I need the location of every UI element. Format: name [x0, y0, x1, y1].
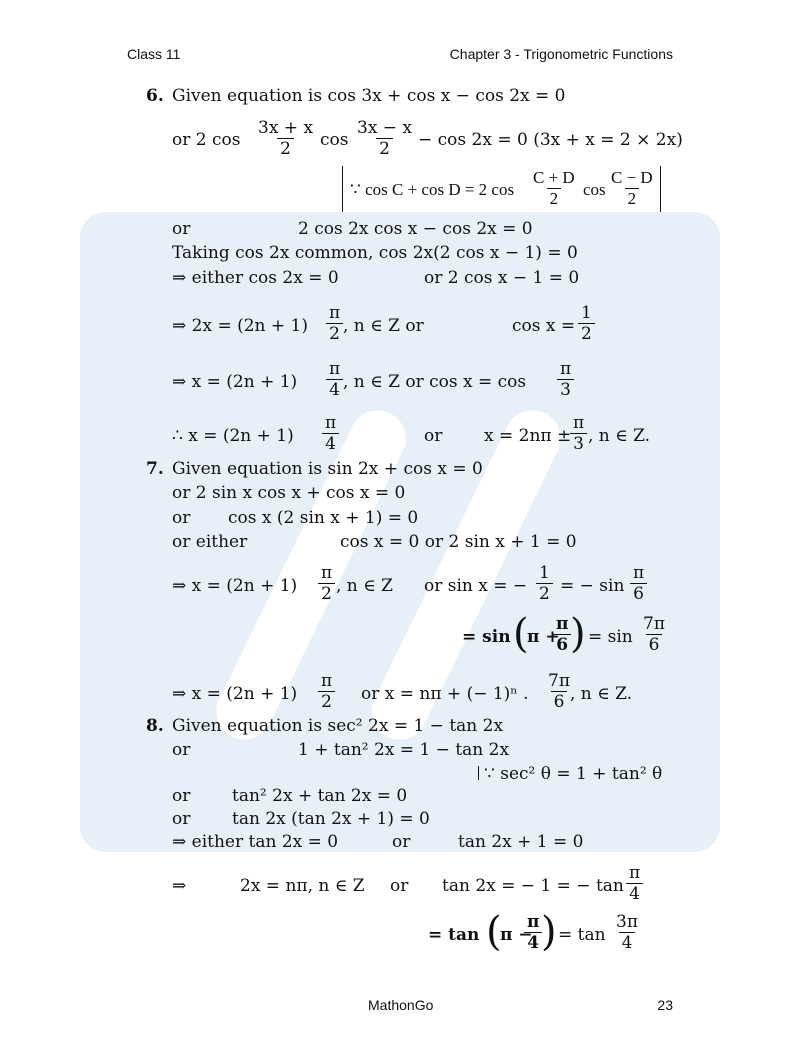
q8-line6-a: ⇒ either tan 2x = 0: [172, 832, 339, 852]
q7-line2: or 2 sin x cos x + cos x = 0: [172, 483, 406, 503]
q6-line4: 2 cos 2x cos x − cos 2x = 0: [298, 219, 533, 239]
q8-paren-close: ): [541, 909, 557, 955]
q6-line7-a: ⇒ 2x = (2n + 1): [172, 316, 308, 336]
page-number: 23: [657, 997, 673, 1013]
q6-line2-b: cos: [320, 130, 349, 150]
q7-frac1: π 2: [318, 563, 335, 604]
header-chapter: Chapter 3 - Trigonometric Functions: [449, 46, 673, 62]
q8-frac3: 3π 4: [616, 912, 638, 953]
q7-paren-open: (: [513, 611, 529, 657]
q7-frac5: 7π 6: [643, 614, 665, 655]
q7-line6-b: π +: [527, 627, 560, 647]
q8-line2: 1 + tan² 2x = 1 − tan 2x: [298, 740, 510, 760]
q8-line7-a: ⇒: [172, 876, 187, 896]
q7-paren-close: ): [570, 611, 586, 657]
q6-identity-b: cos: [583, 180, 606, 199]
q8-frac1: π 4: [626, 863, 643, 904]
q8-line4-or: or: [172, 786, 191, 806]
q8-line8-a: = tan: [428, 925, 480, 945]
q8-line8-b: π −: [500, 925, 533, 945]
q7-frac6: π 2: [318, 671, 335, 712]
q8-line7-b: 2x = nπ, n ∈ Z: [240, 876, 365, 896]
q8-frac2: π 4: [524, 912, 542, 953]
q7-line3: cos x (2 sin x + 1) = 0: [228, 508, 419, 528]
q7-line5-d: = − sin: [560, 576, 625, 596]
q6-line9-d: , n ∈ Z.: [588, 426, 651, 446]
q6-line9-a: ∴ x = (2n + 1): [172, 426, 294, 446]
q6-line1: Given equation is cos 3x + cos x − cos 2x = 0: [172, 86, 566, 106]
q8-bar: [478, 766, 479, 780]
q7-line5-b: , n ∈ Z: [336, 576, 393, 596]
q7-line7-a: ⇒ x = (2n + 1): [172, 684, 298, 704]
q6-frac7: π 4: [326, 359, 343, 400]
q6-frac8: π 3: [557, 359, 574, 400]
q6-line2-c: − cos 2x = 0 (3x + x = 2 × 2x): [418, 130, 683, 150]
q6-line2-a: or 2 cos: [172, 130, 241, 150]
q7-number: 7.: [146, 459, 164, 479]
q6-line8-a: ⇒ x = (2n + 1): [172, 372, 298, 392]
q7-line4-a: or either: [172, 532, 248, 552]
q6-frac9: π 4: [322, 413, 339, 454]
q6-line9-c: x = 2nπ ±: [484, 426, 572, 446]
q8-line8-c: = tan: [558, 925, 606, 945]
bracket-left: [342, 166, 343, 212]
q6-number: 6.: [146, 86, 164, 106]
q8-line6-b: or: [392, 832, 411, 852]
q6-frac1: 3x + x 2: [258, 118, 314, 159]
q6-line6-b: or 2 cos x − 1 = 0: [424, 268, 580, 288]
q7-line3-or: or: [172, 508, 191, 528]
q6-frac10: π 3: [570, 413, 587, 454]
q6-frac3: C + D 2: [533, 168, 575, 208]
q8-line1: Given equation is sec² 2x = 1 − tan 2x: [172, 716, 504, 736]
q8-line5-or: or: [172, 809, 191, 829]
q8-line2-or: or: [172, 740, 191, 760]
q7-line6-c: = sin: [588, 627, 633, 647]
q8-line4: tan² 2x + tan 2x = 0: [232, 786, 408, 806]
q7-frac4: π 6: [553, 614, 571, 655]
q6-line4-or: or: [172, 219, 191, 239]
q6-frac5: π 2: [326, 303, 343, 344]
q8-number: 8.: [146, 716, 164, 736]
q7-line1: Given equation is sin 2x + cos x = 0: [172, 459, 483, 479]
header-class: Class 11: [127, 46, 181, 62]
q6-frac4: C − D 2: [611, 168, 653, 208]
q8-line7-d: tan 2x = − 1 = − tan: [442, 876, 624, 896]
q8-line7-c: or: [390, 876, 409, 896]
q6-line9-b: or: [424, 426, 443, 446]
q7-line6-a: = sin: [462, 627, 511, 647]
q6-identity-a: ∵ cos C + cos D = 2 cos: [350, 180, 515, 199]
q8-identity: ∵ sec² θ = 1 + tan² θ: [484, 764, 663, 784]
q7-line4-b: cos x = 0 or 2 sin x + 1 = 0: [340, 532, 577, 552]
q6-frac2: 3x − x 2: [357, 118, 413, 159]
q6-frac6: 1 2: [578, 303, 595, 344]
q6-line7-c: cos x =: [512, 316, 576, 336]
q8-line5: tan 2x (tan 2x + 1) = 0: [232, 809, 430, 829]
q7-line5-c: or sin x = −: [424, 576, 528, 596]
q8-line6-c: tan 2x + 1 = 0: [458, 832, 584, 852]
q7-frac2: 1 2: [536, 563, 553, 604]
q6-line5: Taking cos 2x common, cos 2x(2 cos x − 1) = 0: [172, 243, 578, 263]
q6-line6-a: ⇒ either cos 2x = 0: [172, 268, 339, 288]
q7-frac7: 7π 6: [548, 671, 570, 712]
q7-line5-a: ⇒ x = (2n + 1): [172, 576, 298, 596]
q7-line7-c: , n ∈ Z.: [570, 684, 633, 704]
q6-line8-b: , n ∈ Z or cos x = cos: [343, 372, 527, 392]
footer-brand: MathonGo: [368, 997, 434, 1013]
bracket-right: [660, 166, 661, 212]
q6-line7-b: , n ∈ Z or: [343, 316, 424, 336]
q7-frac3: π 6: [630, 563, 647, 604]
q7-line7-b: or x = nπ + (− 1)ⁿ .: [361, 684, 529, 704]
q8-paren-open: (: [486, 909, 502, 955]
